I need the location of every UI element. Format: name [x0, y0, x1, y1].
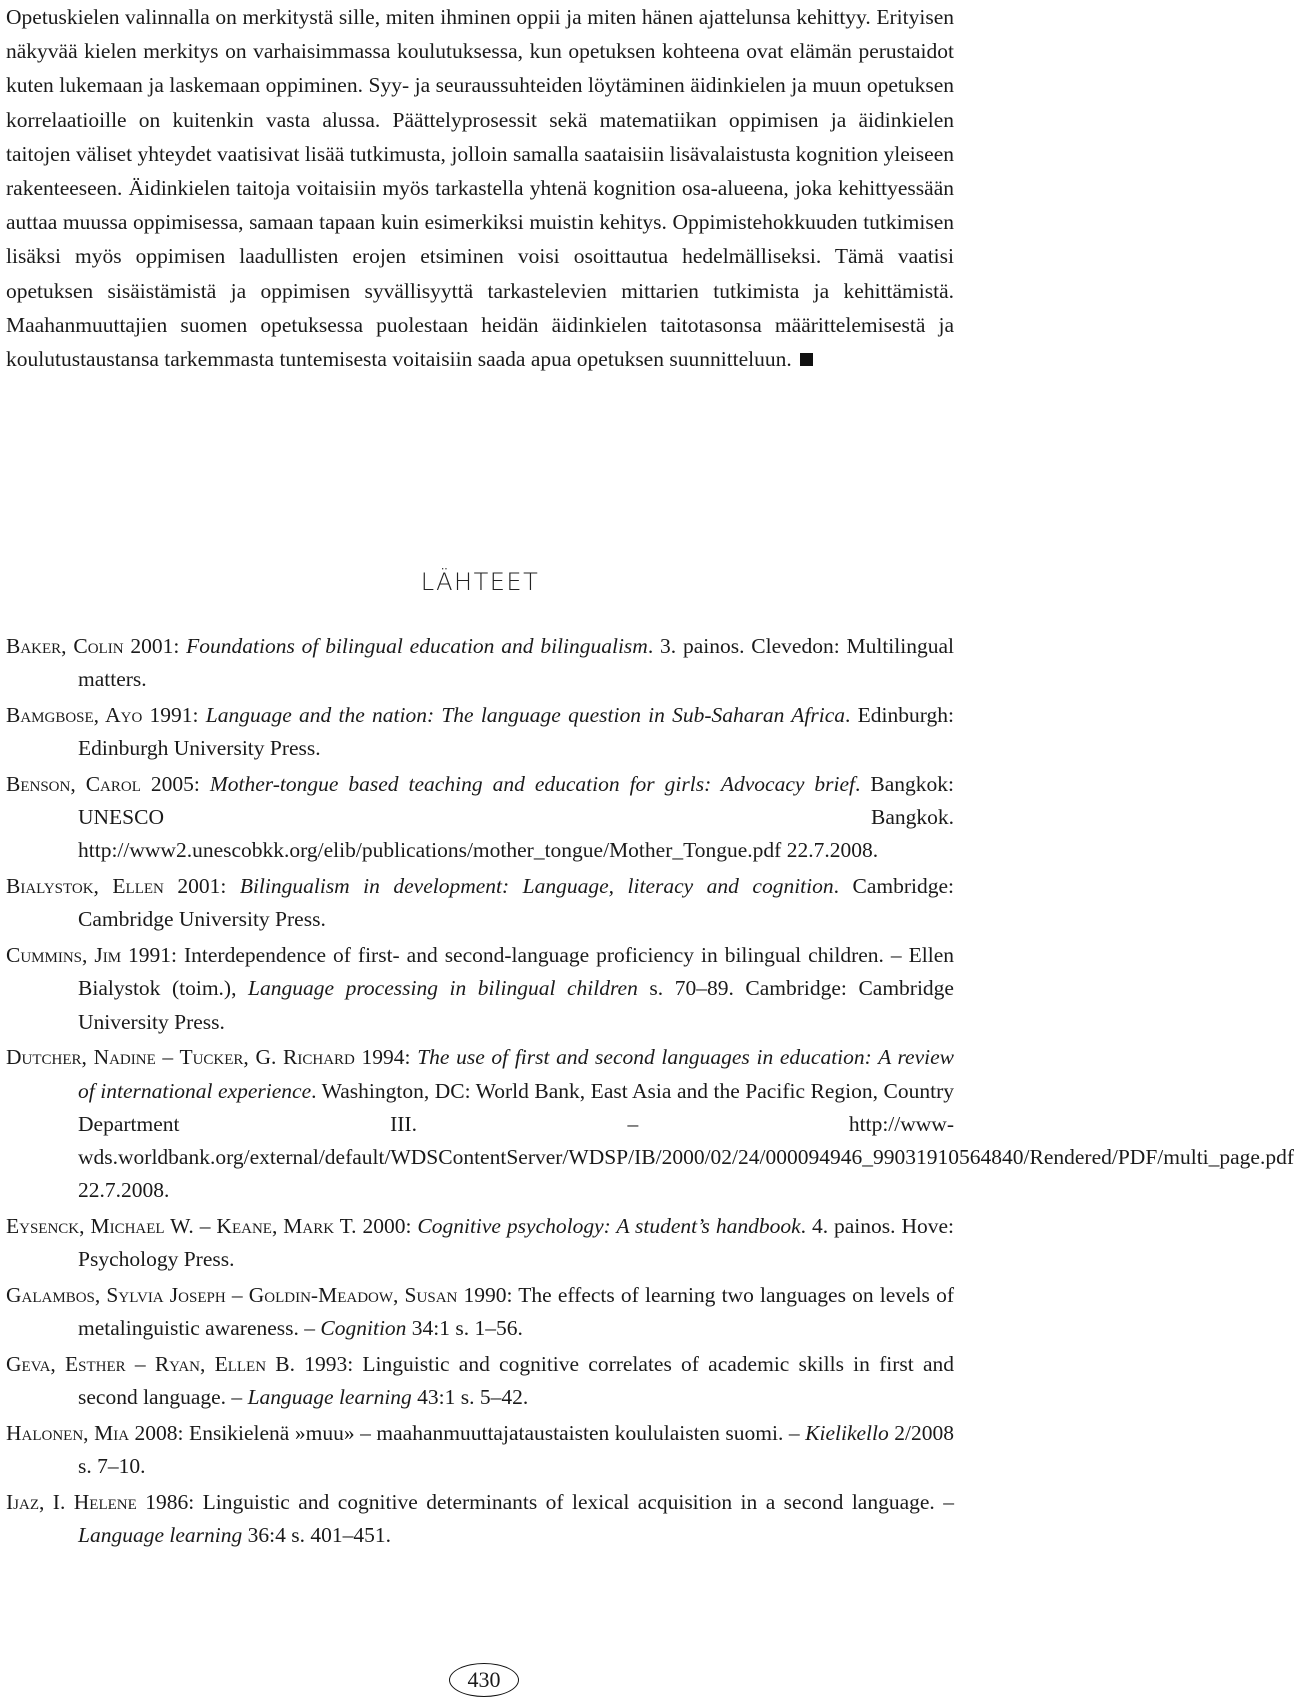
reference-entry — [6, 1279, 954, 1345]
reference-author: Halonen, Mia — [6, 1421, 130, 1446]
reference-title: The use of first and second languages in education: A review of international experience — [78, 1045, 954, 1103]
end-of-article-square-icon — [800, 353, 813, 366]
reference-text: 2008: Ensikielenä »muu» – maahanmuuttajataustaisten koululaisten suomi. – — [129, 1421, 806, 1446]
reference-text: 2000: — [356, 1214, 418, 1239]
reference-author: Benson, Carol — [6, 772, 141, 796]
reference-text: 1994: — [354, 1045, 418, 1070]
reference-title: Foundations of bilingual education and bilingualism — [186, 634, 648, 658]
reference-author: Cummins, Jim — [6, 943, 122, 968]
reference-title: Kielikello — [805, 1421, 889, 1446]
reference-text: 1991: — [142, 703, 206, 727]
reference-text: 1990: The effects of learning two languages on levels of metalinguistic awareness. – — [78, 1283, 954, 1341]
reference-author: Galambos, Sylvia Joseph – Goldin-Meadow, Susan — [6, 1283, 458, 1308]
reference-author: Eysenck, Michael W. – Keane, Mark T. — [6, 1214, 357, 1239]
body-paragraph — [6, 0, 954, 376]
reference-text: 2001: — [123, 634, 187, 658]
reference-title: Language learning — [78, 1523, 243, 1548]
reference-title: Language learning — [247, 1385, 412, 1410]
reference-text: 2001: — [163, 874, 240, 899]
reference-text: . 3. painos. Clevedon: Multilingual matters. — [78, 634, 954, 692]
reference-text: . Edinburgh: Edinburgh University Press. — [78, 703, 954, 761]
reference-entry — [6, 699, 954, 765]
reference-text: 1986: Linguistic and cognitive determinants of lexical acquisition in a second language. – — [136, 1490, 954, 1515]
reference-author: Geva, Esther – Ryan, Ellen — [6, 1352, 267, 1377]
references-list — [6, 630, 1294, 1555]
references-heading: LÄHTEET — [420, 568, 540, 596]
reference-text: . Bangkok: UNESCO Bangkok. http://www2.unescobkk.org/elib/publications/mother_tongue/Mother_Tongue.pdf 22.7.2008. — [78, 772, 955, 863]
reference-entry — [6, 1041, 1294, 1207]
reference-entry — [6, 1210, 954, 1276]
reference-entry — [6, 630, 954, 696]
reference-author: Bamgbose, Ayo — [6, 703, 143, 727]
reference-text: 2/2008 s. 7–10. — [78, 1421, 954, 1479]
reference-title: Cognitive psychology: A student’s handbook — [417, 1214, 801, 1239]
reference-text: . Washington, DC: World Bank, East Asia and the Pacific Region, Country Department III. – http://www-wds.worldbank.org/external/default/WDSContentServer/WDSP/IB/2000/02/24/000094946_99031910564840/Rendered/PDF/multi_page.pdf 22.7.2008. — [78, 1078, 1294, 1203]
page-number: 430 — [449, 1663, 519, 1697]
page — [6, 0, 1294, 1692]
reference-title: Cognition — [320, 1316, 407, 1341]
reference-entry — [6, 939, 954, 1039]
reference-author: Dutcher, Nadine – Tucker, G. Richard — [6, 1045, 355, 1070]
reference-title: Language processing in bilingual children — [248, 976, 638, 1001]
reference-entry — [6, 1348, 954, 1414]
reference-text: 1991: Interdependence of first- and second-language proficiency in bilingual children. – Ellen Bialystok (toim.), — [78, 943, 954, 1001]
reference-title: Language and the nation: The language question in Sub-Saharan Africa — [205, 703, 846, 727]
reference-text: 43:1 s. 5–42. — [411, 1385, 529, 1410]
reference-title: Bilingualism in development: Language, literacy and cognition — [239, 874, 834, 899]
reference-entry — [6, 1417, 954, 1483]
reference-entry — [6, 870, 954, 936]
reference-entry — [6, 1486, 954, 1552]
reference-author: Ijaz, I. Helene — [6, 1490, 137, 1515]
reference-text: s. 70–89. Cambridge: Cambridge University Press. — [78, 976, 954, 1034]
reference-text: . Cambridge: Cambridge University Press. — [78, 874, 954, 932]
reference-text: 36:4 s. 401–451. — [242, 1523, 391, 1548]
reference-text: B. 1993: Linguistic and cognitive correlates of academic skills in first and second language. – — [78, 1352, 955, 1410]
reference-title: Mother-tongue based teaching and education for girls: Advocacy brief — [209, 772, 856, 796]
reference-author: Baker, Colin — [6, 634, 124, 658]
reference-entry — [6, 768, 954, 868]
reference-author: Bialystok, Ellen — [6, 874, 164, 899]
reference-text: 34:1 s. 1–56. — [406, 1316, 523, 1341]
body-paragraph-text: Opetuskielen valinnalla on merkitystä sille, miten ihminen oppii ja miten hänen ajattelunsa kehittyy. Erityisen näkyvää kielen merkitys on varhaisimmassa koulutuksessa, kun opetuksen kohteena ovat elämän perustaidot kuten lukemaan ja laskemaan oppiminen. Syy- ja seuraussuhteiden löytäminen äidinkielen ja muun opetuksen korrelaatioille on kuitenkin vasta alussa. Päättelyprosessit sekä matematiikan oppimisen ja äidinkielen taitojen väliset yhteydet vaatisivat lisää tutkimusta, jolloin samalla saataisiin lisävalaistusta kognition yleiseen rakenteeseen. Äidinkielen taitoja voitaisiin myös tarkastella yhtenä kognition osa-alueena, joka kehittyessään auttaa muussa oppimisessa, samaan tapaan kuin esimerkiksi muistin kehitys. Oppimistehokkuuden tutkimisen lisäksi myös oppimisen laadullisten erojen etsiminen voisi osoittautua hedelmälliseksi. Tämä vaatisi opetuksen sisäistämistä ja oppimisen syvällisyyttä tarkastelevien mittarien tutkimista ja kehittämistä. Maahanmuuttajien suomen opetuksessa puolestaan heidän äidinkielen taitotasonsa määrittelemisestä ja koulutustaustansa tarkemmasta tuntemisesta voitaisiin saada apua opetuksen suunnitteluun. — [6, 5, 954, 372]
reference-text: 2005: — [140, 772, 210, 796]
reference-text: . 4. painos. Hove: Psychology Press. — [78, 1214, 954, 1272]
